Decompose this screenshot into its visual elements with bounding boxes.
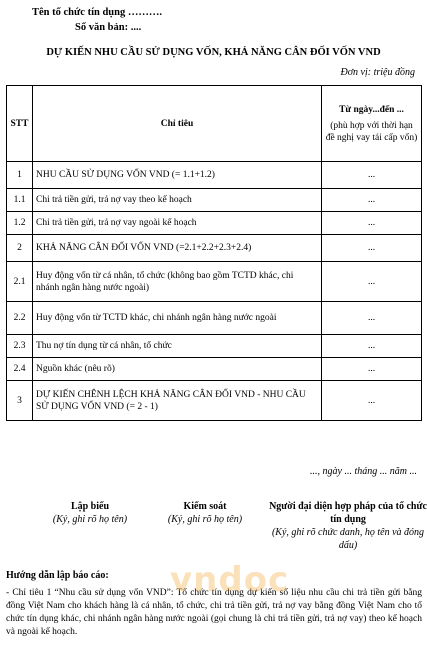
table-row: [7, 262, 422, 302]
table-row: [7, 302, 422, 335]
row-stt: 2: [7, 235, 33, 262]
row-stt: 1.1: [7, 189, 33, 212]
row-value: ...: [322, 212, 422, 235]
guide-text: - Chỉ tiêu 1 “Nhu cầu sử dụng vốn VND”: Tổ chức tín dụng dự kiến số liệu nhu cầu chi trả tiền gửi bằng đồng Việt Nam cho khách hàng là cá nhân, tổ chức, chi trả tiền gửi, trả nợ vay bằng đồng Việt Nam cho tổ chức tín dụng khác, chi nhánh ngân hàng nước ngoài (gọi chung là chi trả tiền gửi, trả nợ vay) theo kế hoạch và ngoài kế hoạch.: [6, 588, 422, 637]
table-row: [7, 162, 422, 189]
row-value: ...: [322, 302, 422, 335]
row-label: Thu nợ tín dụng từ cá nhân, tổ chức: [33, 335, 322, 358]
row-stt: 3: [7, 381, 33, 421]
row-value: ...: [322, 262, 422, 302]
document-number: Số văn bản: ....: [75, 22, 142, 33]
watermark-logo: vndoc: [170, 560, 290, 600]
row-value: ...: [322, 235, 422, 262]
signer-note: (Ký, ghi rõ chức danh, họ tên và đóng dấu): [271, 527, 425, 551]
unit-label: Đơn vị: triệu đồng: [340, 67, 415, 78]
row-stt: 2.1: [7, 262, 33, 302]
table-row: [7, 381, 422, 421]
row-stt: 2.4: [7, 358, 33, 381]
row-value: ...: [322, 335, 422, 358]
col-indicator-header: Chỉ tiêu: [33, 86, 322, 162]
signer-note: (Ký, ghi rõ họ tên): [167, 514, 243, 525]
signer-note: (Ký, ghi rõ họ tên): [52, 514, 128, 525]
guide-title: Hướng dẫn lập báo cáo:: [6, 570, 109, 581]
row-label: DỰ KIẾN CHÊNH LỆCH KHẢ NĂNG CÂN ĐỐI VND - NHU CẦU SỬ DỤNG VỐN VND (= 2 - 1): [33, 381, 322, 421]
date-line: ..., ngày ... tháng ... năm ...: [310, 466, 417, 477]
row-label: Chi trả tiền gửi, trả nợ vay theo kế hoạch: [33, 189, 322, 212]
row-stt: 2.2: [7, 302, 33, 335]
row-label: Huy động vốn từ cá nhân, tổ chức (không bao gồm TCTD khác, chi nhánh ngân hàng nước ngoài): [33, 262, 322, 302]
table-row: [7, 189, 422, 212]
row-value: ...: [322, 358, 422, 381]
table-row: [7, 358, 422, 381]
table-row: [7, 235, 422, 262]
period-note: (phù hợp với thời hạn đề nghị vay tái cấp vốn): [325, 120, 418, 143]
table-row: [7, 335, 422, 358]
row-stt: 1.2: [7, 212, 33, 235]
signer-role: Kiểm soát: [183, 501, 227, 512]
row-value: ...: [322, 189, 422, 212]
page-title: DỰ KIẾN NHU CẦU SỬ DỤNG VỐN, KHẢ NĂNG CÂN ĐỐI VỐN VND: [46, 47, 381, 58]
row-label: NHU CẦU SỬ DỤNG VỐN VND (= 1.1+1.2): [33, 162, 322, 189]
row-stt: 2.3: [7, 335, 33, 358]
row-value: ...: [322, 162, 422, 189]
signer-role: Người đại diện hợp pháp của tổ chức tín dụng: [269, 501, 427, 525]
row-label: Huy động vốn từ TCTD khác, chi nhánh ngân hàng nước ngoài: [33, 302, 322, 335]
row-stt: 1: [7, 162, 33, 189]
table-header-row: [7, 86, 422, 162]
org-name: Tên tổ chức tín dụng ……….: [32, 7, 162, 18]
row-value: ...: [322, 381, 422, 421]
signer-role: Lập biểu: [70, 501, 110, 512]
row-label: Chi trả tiền gửi, trả nợ vay ngoài kế hoạch: [33, 212, 322, 235]
capital-table: [6, 85, 422, 421]
col-stt-header: STT: [7, 86, 33, 162]
row-label: Nguồn khác (nêu rõ): [33, 358, 322, 381]
row-label: KHẢ NĂNG CÂN ĐỐI VỐN VND (=2.1+2.2+2.3+2.4): [33, 235, 322, 262]
signer-preparer: [40, 500, 140, 526]
signer-legal-representative: [268, 500, 427, 552]
col-period-header: [322, 86, 422, 162]
period-label: Từ ngày...đến ...: [339, 104, 404, 115]
signer-controller: [150, 500, 260, 526]
table-row: [7, 212, 422, 235]
